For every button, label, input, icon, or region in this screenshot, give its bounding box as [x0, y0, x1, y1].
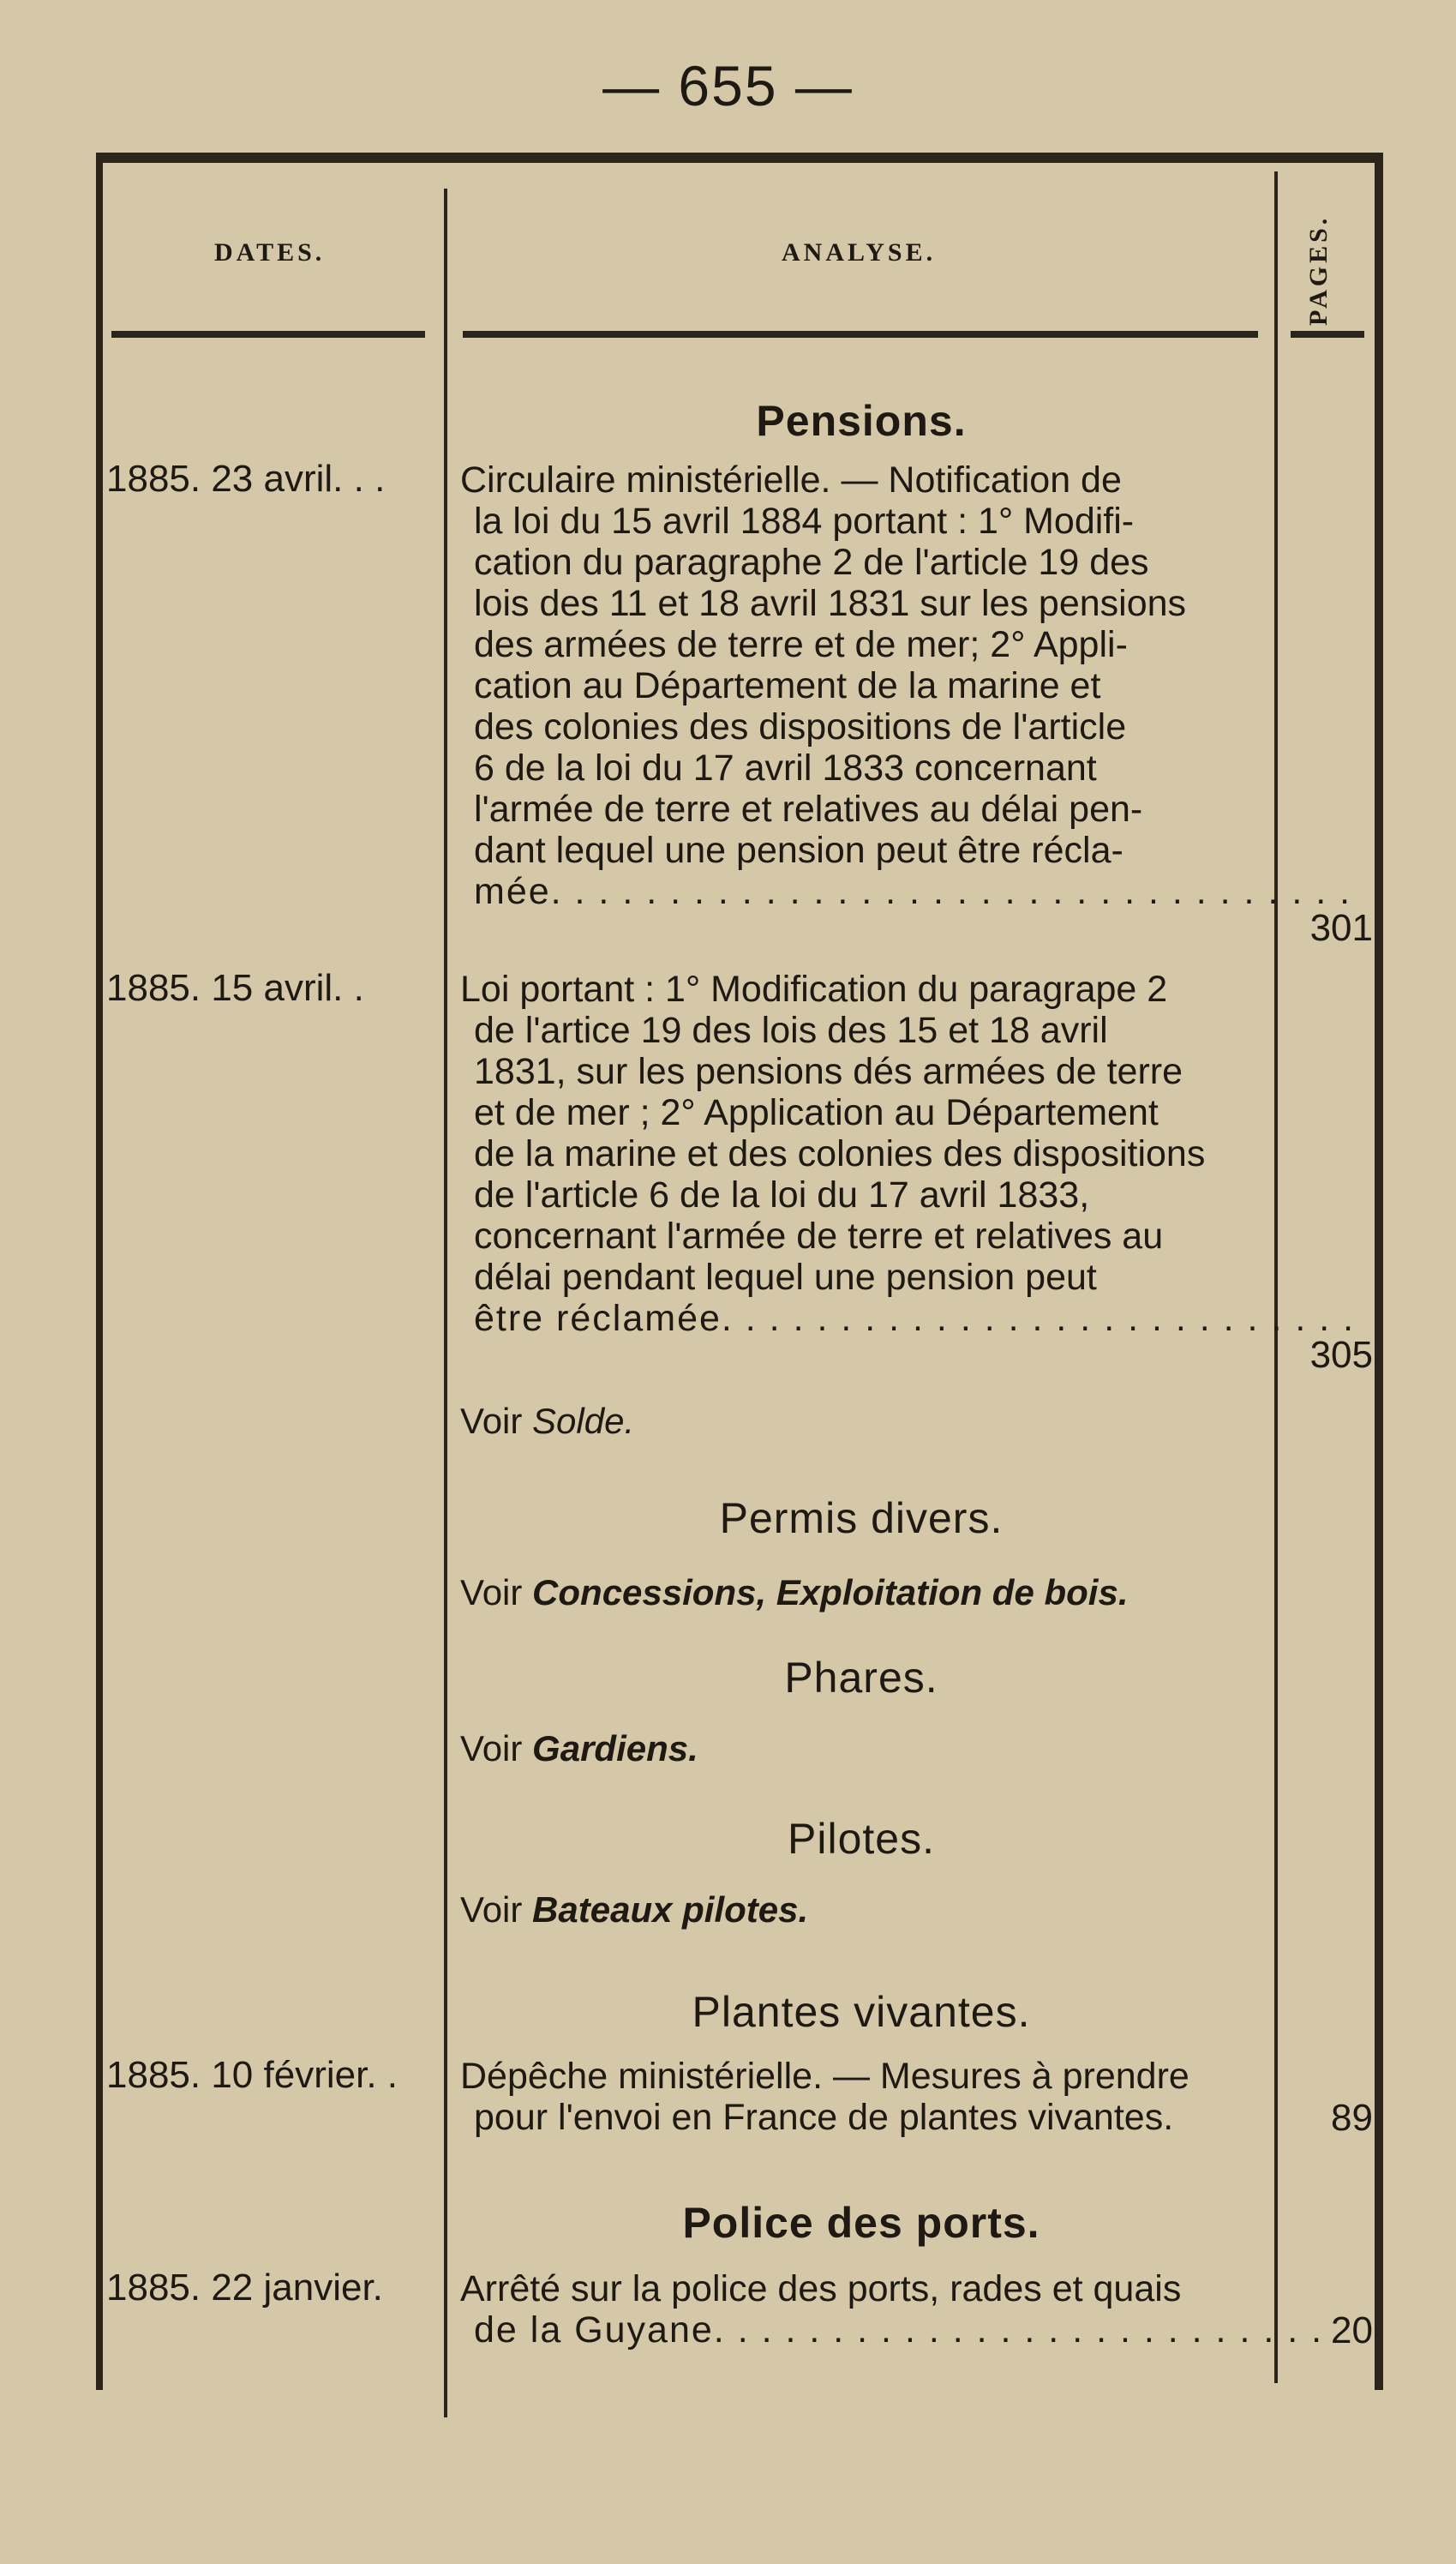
page-reference: 89	[1331, 2097, 1373, 2139]
entry-text: Loi portant : 1° Modification du paragrape 2 de l'artice 19 des lois des 15 et 18 avril 1831, sur les pensions dés armées de terre et de mer ; 2° Application au Département de la marine et des colonies des dispositions de l'article 6 de la loi du 17 avril 1833, concernant l'armée de terre et relatives au délai pendant lequel une pension peut être réclamée. . . . . . . . . . . . . . . . . . . . . . . . . . .	[460, 969, 1356, 1339]
table-frame-left	[96, 153, 103, 2390]
section-title-police: Police des ports.	[682, 2199, 1040, 2247]
entry-date: 1885. 23 avril. . .	[106, 458, 386, 500]
entry-date: 1885. 15 avril. .	[106, 967, 364, 1009]
header-rule-analyse	[463, 331, 1258, 338]
column-divider-dates	[444, 189, 447, 2417]
column-header-pages: PAGES.	[1304, 214, 1333, 326]
page-reference: 20	[1331, 2309, 1373, 2351]
cross-reference: Voir Gardiens.	[460, 1728, 698, 1768]
entry-date: 1885. 10 février. .	[106, 2054, 398, 2096]
column-header-analyse: ANALYSE.	[782, 238, 937, 267]
cross-reference: Voir Solde.	[460, 1401, 635, 1441]
header-rule-pages	[1291, 331, 1364, 338]
table-frame-top	[96, 153, 1383, 163]
entry-date: 1885. 22 janvier.	[106, 2267, 383, 2309]
header-rule-dates	[111, 331, 425, 338]
cross-reference: Voir Bateaux pilotes.	[460, 1889, 809, 1930]
section-title-phares: Phares.	[784, 1654, 938, 1702]
entry-text: Arrêté sur la police des ports, rades et quais de la Guyane. . . . . . . . . . . . . . . . . . . . . . . . . .	[460, 2268, 1324, 2351]
entry-text: Circulaire ministérielle. — Notification de la loi du 15 avril 1884 portant : 1° Modifi- cation du paragraphe 2 de l'article 19 des lois des 11 et 18 avril 1831 sur les pensions des armées de terre et de mer; 2° Appli- cation au Département de la marine et des colonies des dispositions de l'article 6 de la loi du 17 avril 1833 concernant l'armée de terre et relatives au délai pen- dant lequel une pension peut être récla- mée. . . . . . . . . . . . . . . . . . . . . . . . . . . . . . . . . .	[460, 459, 1352, 912]
column-divider-pages	[1274, 171, 1278, 2383]
column-header-dates: DATES.	[214, 238, 326, 267]
section-title-pensions: Pensions.	[756, 397, 967, 445]
page-number: — 655 —	[602, 54, 854, 117]
page-reference: 301	[1309, 907, 1373, 949]
section-title-pilotes: Pilotes.	[788, 1815, 935, 1863]
table-frame-right	[1375, 153, 1383, 2390]
section-title-plantes: Plantes vivantes.	[692, 1988, 1031, 2036]
entry-text: Dépêche ministérielle. — Mesures à prendre pour l'envoi en France de plantes vivantes.	[460, 2056, 1189, 2138]
section-title-permis: Permis divers.	[719, 1494, 1004, 1542]
page-reference: 305	[1309, 1334, 1373, 1376]
cross-reference: Voir Concessions, Exploitation de bois.	[460, 1572, 1129, 1612]
